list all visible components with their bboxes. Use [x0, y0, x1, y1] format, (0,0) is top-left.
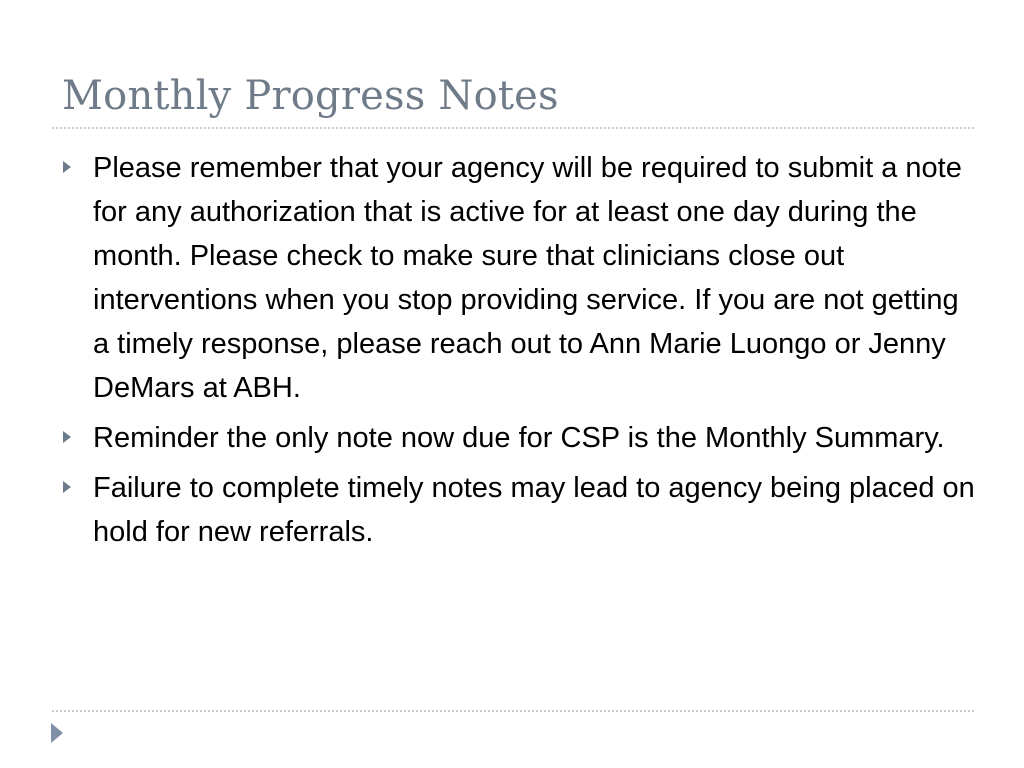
bullet-item: [60, 416, 975, 460]
bullet-text: Please remember that your agency will be required to submit a note for any authorization that is active for at least one day during the month. Please check to make sure that clinicians close out interventions when you stop providing service. If you are not getting a timely response, please reach out to Ann Marie Luongo or Jenny DeMars at ABH.: [93, 152, 962, 404]
bullet-text: Failure to complete timely notes may lead to agency being placed on hold for new referrals.: [93, 472, 975, 548]
footer-divider: [52, 710, 974, 712]
bullet-item: [60, 146, 975, 410]
play-arrow-icon[interactable]: [51, 723, 63, 743]
bullet-list: [60, 146, 975, 560]
bullet-text: Reminder the only note now due for CSP is the Monthly Summary.: [93, 422, 945, 454]
triangle-right-icon: [63, 481, 71, 493]
title-divider: [52, 127, 974, 129]
bullet-item: [60, 466, 975, 554]
slide-title: Monthly Progress Notes: [62, 73, 559, 119]
triangle-right-icon: [63, 161, 71, 173]
triangle-right-icon: [63, 431, 71, 443]
